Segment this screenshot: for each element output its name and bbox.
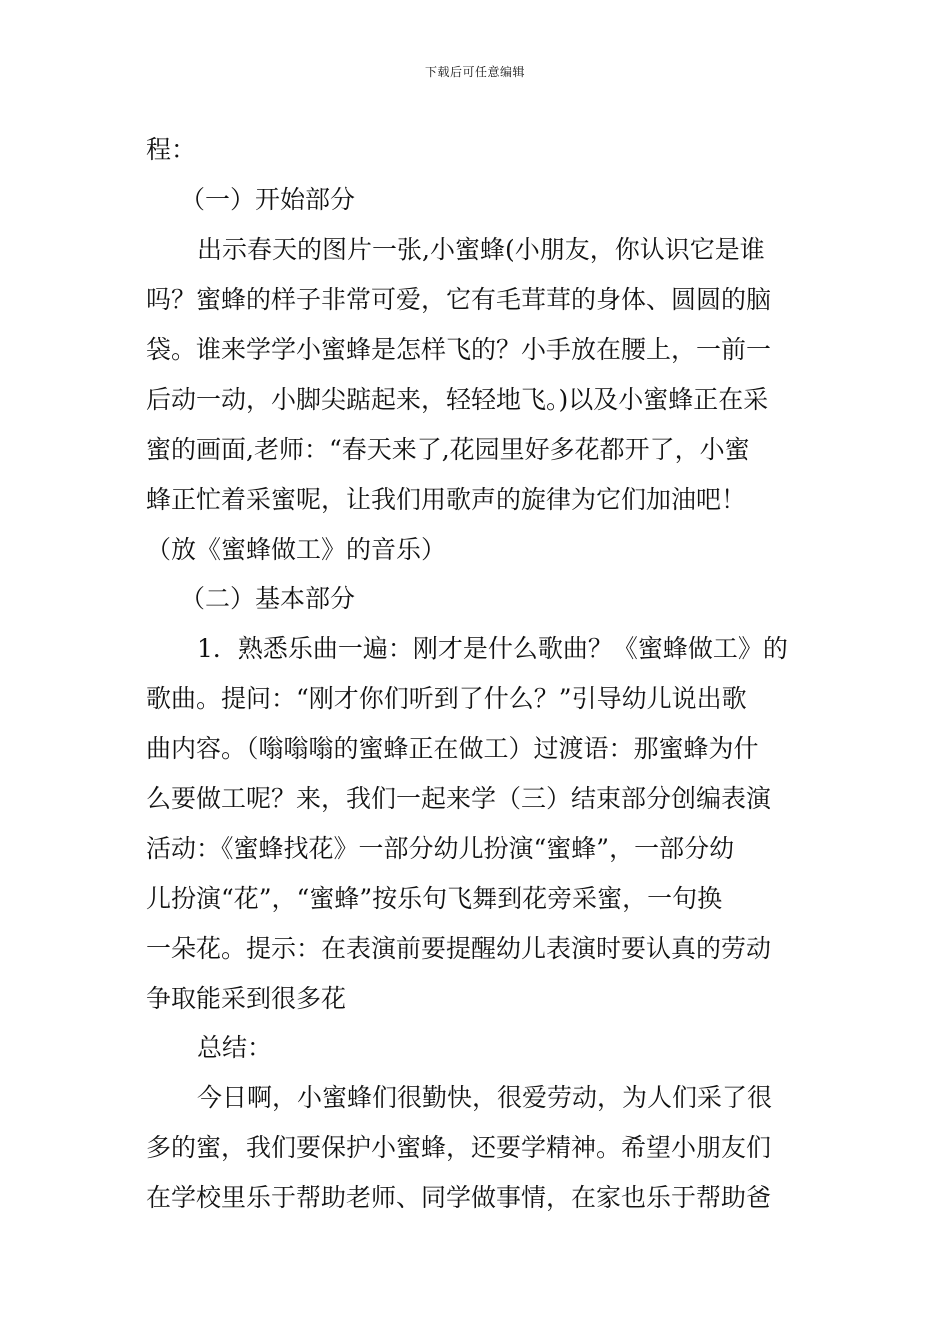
section-heading: （二）基本部分 — [180, 584, 356, 613]
text-line: 一朵花。提示：在表演前要提醒幼儿表演时要认真的劳动 — [146, 934, 772, 963]
text-line: 今日啊，小蜜蜂们很勤快，很爱劳动，为人们采了很 — [197, 1083, 773, 1112]
text-line: 曲内容。（嗡嗡嗡的蜜蜂正在做工）过渡语：那蜜蜂为什 — [146, 734, 759, 763]
text-line: 么要做工呢？来，我们一起来学（三）结束部分创编表演 — [146, 784, 772, 813]
text-line: 1．熟悉乐曲一遍：刚才是什么歌曲？《蜜蜂做工》的 — [197, 634, 788, 663]
text-line: 争取能采到很多花 — [146, 984, 347, 1013]
text-line: 蜂正忙着采蜜呢，让我们用歌声的旋律为它们加油吧！ — [146, 485, 747, 514]
section-heading: （一）开始部分 — [180, 185, 356, 214]
text-line: 吗？蜜蜂的样子非常可爱，它有毛茸茸的身体、圆圆的脑 — [146, 285, 772, 314]
text-line: 出示春天的图片一张,小蜜蜂(小朋友，你认识它是谁 — [197, 235, 765, 264]
text-line: 儿扮演“花”，“蜜蜂”按乐句飞舞到花旁采蜜，一句换 — [146, 884, 723, 913]
text-line: 程： — [146, 135, 197, 164]
text-line: 袋。谁来学学小蜜蜂是怎样飞的？小手放在腰上，一前一 — [146, 335, 772, 364]
section-heading: 总结： — [197, 1033, 273, 1062]
text-line: （放《蜜蜂做工》的音乐） — [146, 535, 447, 564]
text-line: 活动：《蜜蜂找花》一部分幼儿扮演“蜜蜂”，一部分幼 — [146, 834, 735, 863]
text-line: 多的蜜，我们要保护小蜜蜂，还要学精神。希望小朋友们 — [146, 1133, 772, 1162]
text-line: 蜜的画面,老师：“春天来了,花园里好多花都开了，小蜜 — [146, 435, 750, 464]
text-line: 歌曲。提问：“刚才你们听到了什么？”引导幼儿说出歌 — [146, 684, 747, 713]
text-line: 后动一动，小脚尖踮起来，轻轻地飞。)以及小蜜蜂正在采 — [146, 385, 769, 414]
page-header: 下载后可任意编辑 — [424, 65, 525, 79]
text-line: 在学校里乐于帮助老师、同学做事情，在家也乐于帮助爸 — [146, 1183, 772, 1212]
